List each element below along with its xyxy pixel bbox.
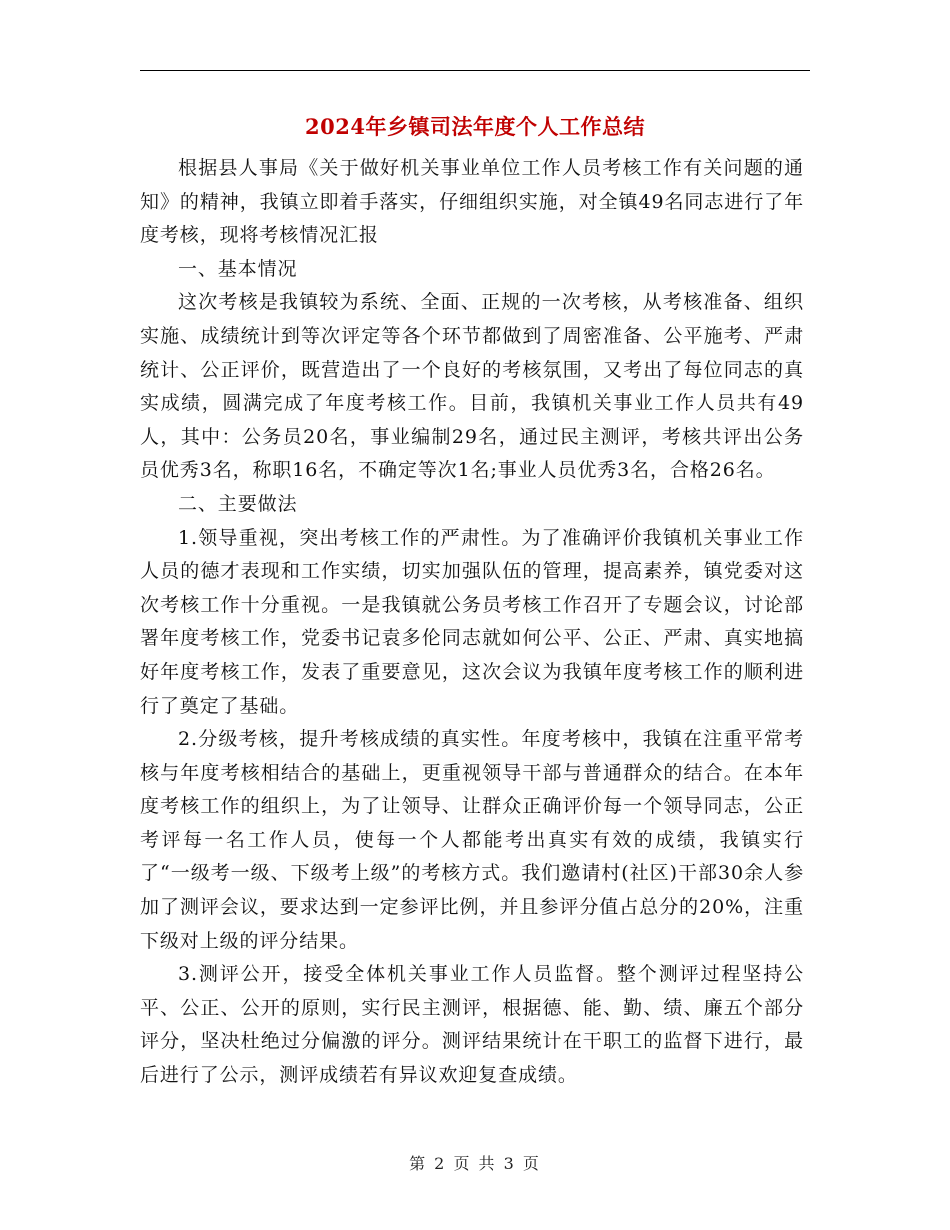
header-rule [140,70,810,71]
practice-item-2: 2.分级考核，提升考核成绩的真实性。年度考核中，我镇在注重平常考核与年度考核相结合的基础上，更重视领导干部与普通群众的结合。在本年度考核工作的组织上，为了让领导、让群众正确评价每一个领导同志，公正考评每一名工作人员，使每一个人都能考出真实有效的成绩，我镇实行了“一级考一级、下级考上级”的考核方式。我们邀请村(社区)干部30余人参加了测评会议，要求达到一定参评比例，并且参评分值占总分的20%，注重下级对上级的评分结果。 [140,728,804,952]
practice-item-3: 3.测评公开，接受全体机关事业工作人员监督。整个测评过程坚持公平、公正、公开的原则，实行民主测评，根据德、能、勤、绩、廉五个部分评分，坚决杜绝过分偏激的评分。测评结果统计在干职工的监督下进行，最后进行了公示，测评成绩若有异议欢迎复查成绩。 [140,963,804,1087]
document-title: 2024年乡镇司法年度个人工作总结 [305,114,645,139]
basic-situation-paragraph: 这次考核是我镇较为系统、全面、正规的一次考核，从考核准备、组织实施、成绩统计到等次评定等各个环节都做到了周密准备、公平施考、严肃统计、公正评价，既营造出了一个良好的考核氛围，又考出了每位同志的真实成绩，圆满完成了年度考核工作。目前，我镇机关事业工作人员共有49人，其中：公务员20名，事业编制29名，通过民主测评，考核共评出公务员优秀3名，称职16名，不确定等次1名;事业人员优秀3名，合格26名。 [140,291,804,482]
practice-item-1: 1.领导重视，突出考核工作的严肃性。为了准确评价我镇机关事业工作人员的德才表现和工作实绩，切实加强队伍的管理，提高素养，镇党委对这次考核工作十分重视。一是我镇就公务员考核工作召开了专题会议，讨论部署年度考核工作，党委书记袁多伦同志就如何公平、公正、严肃、真实地搞好年度考核工作，发表了重要意见，这次会议为我镇年度考核工作的顺利进行了奠定了基础。 [140,526,804,717]
document-body [140,152,804,1093]
page-number-footer: 第 2 页 共 3 页 [409,1154,541,1173]
intro-paragraph: 根据县人事局《关于做好机关事业单位工作人员考核工作有关问题的通知》的精神，我镇立即着手落实，仔细组织实施，对全镇49名同志进行了年度考核，现将考核情况汇报 [140,157,804,247]
section-heading-main-practices: 二、主要做法 [178,492,298,515]
section-heading-basic-situation: 一、基本情况 [178,257,298,280]
